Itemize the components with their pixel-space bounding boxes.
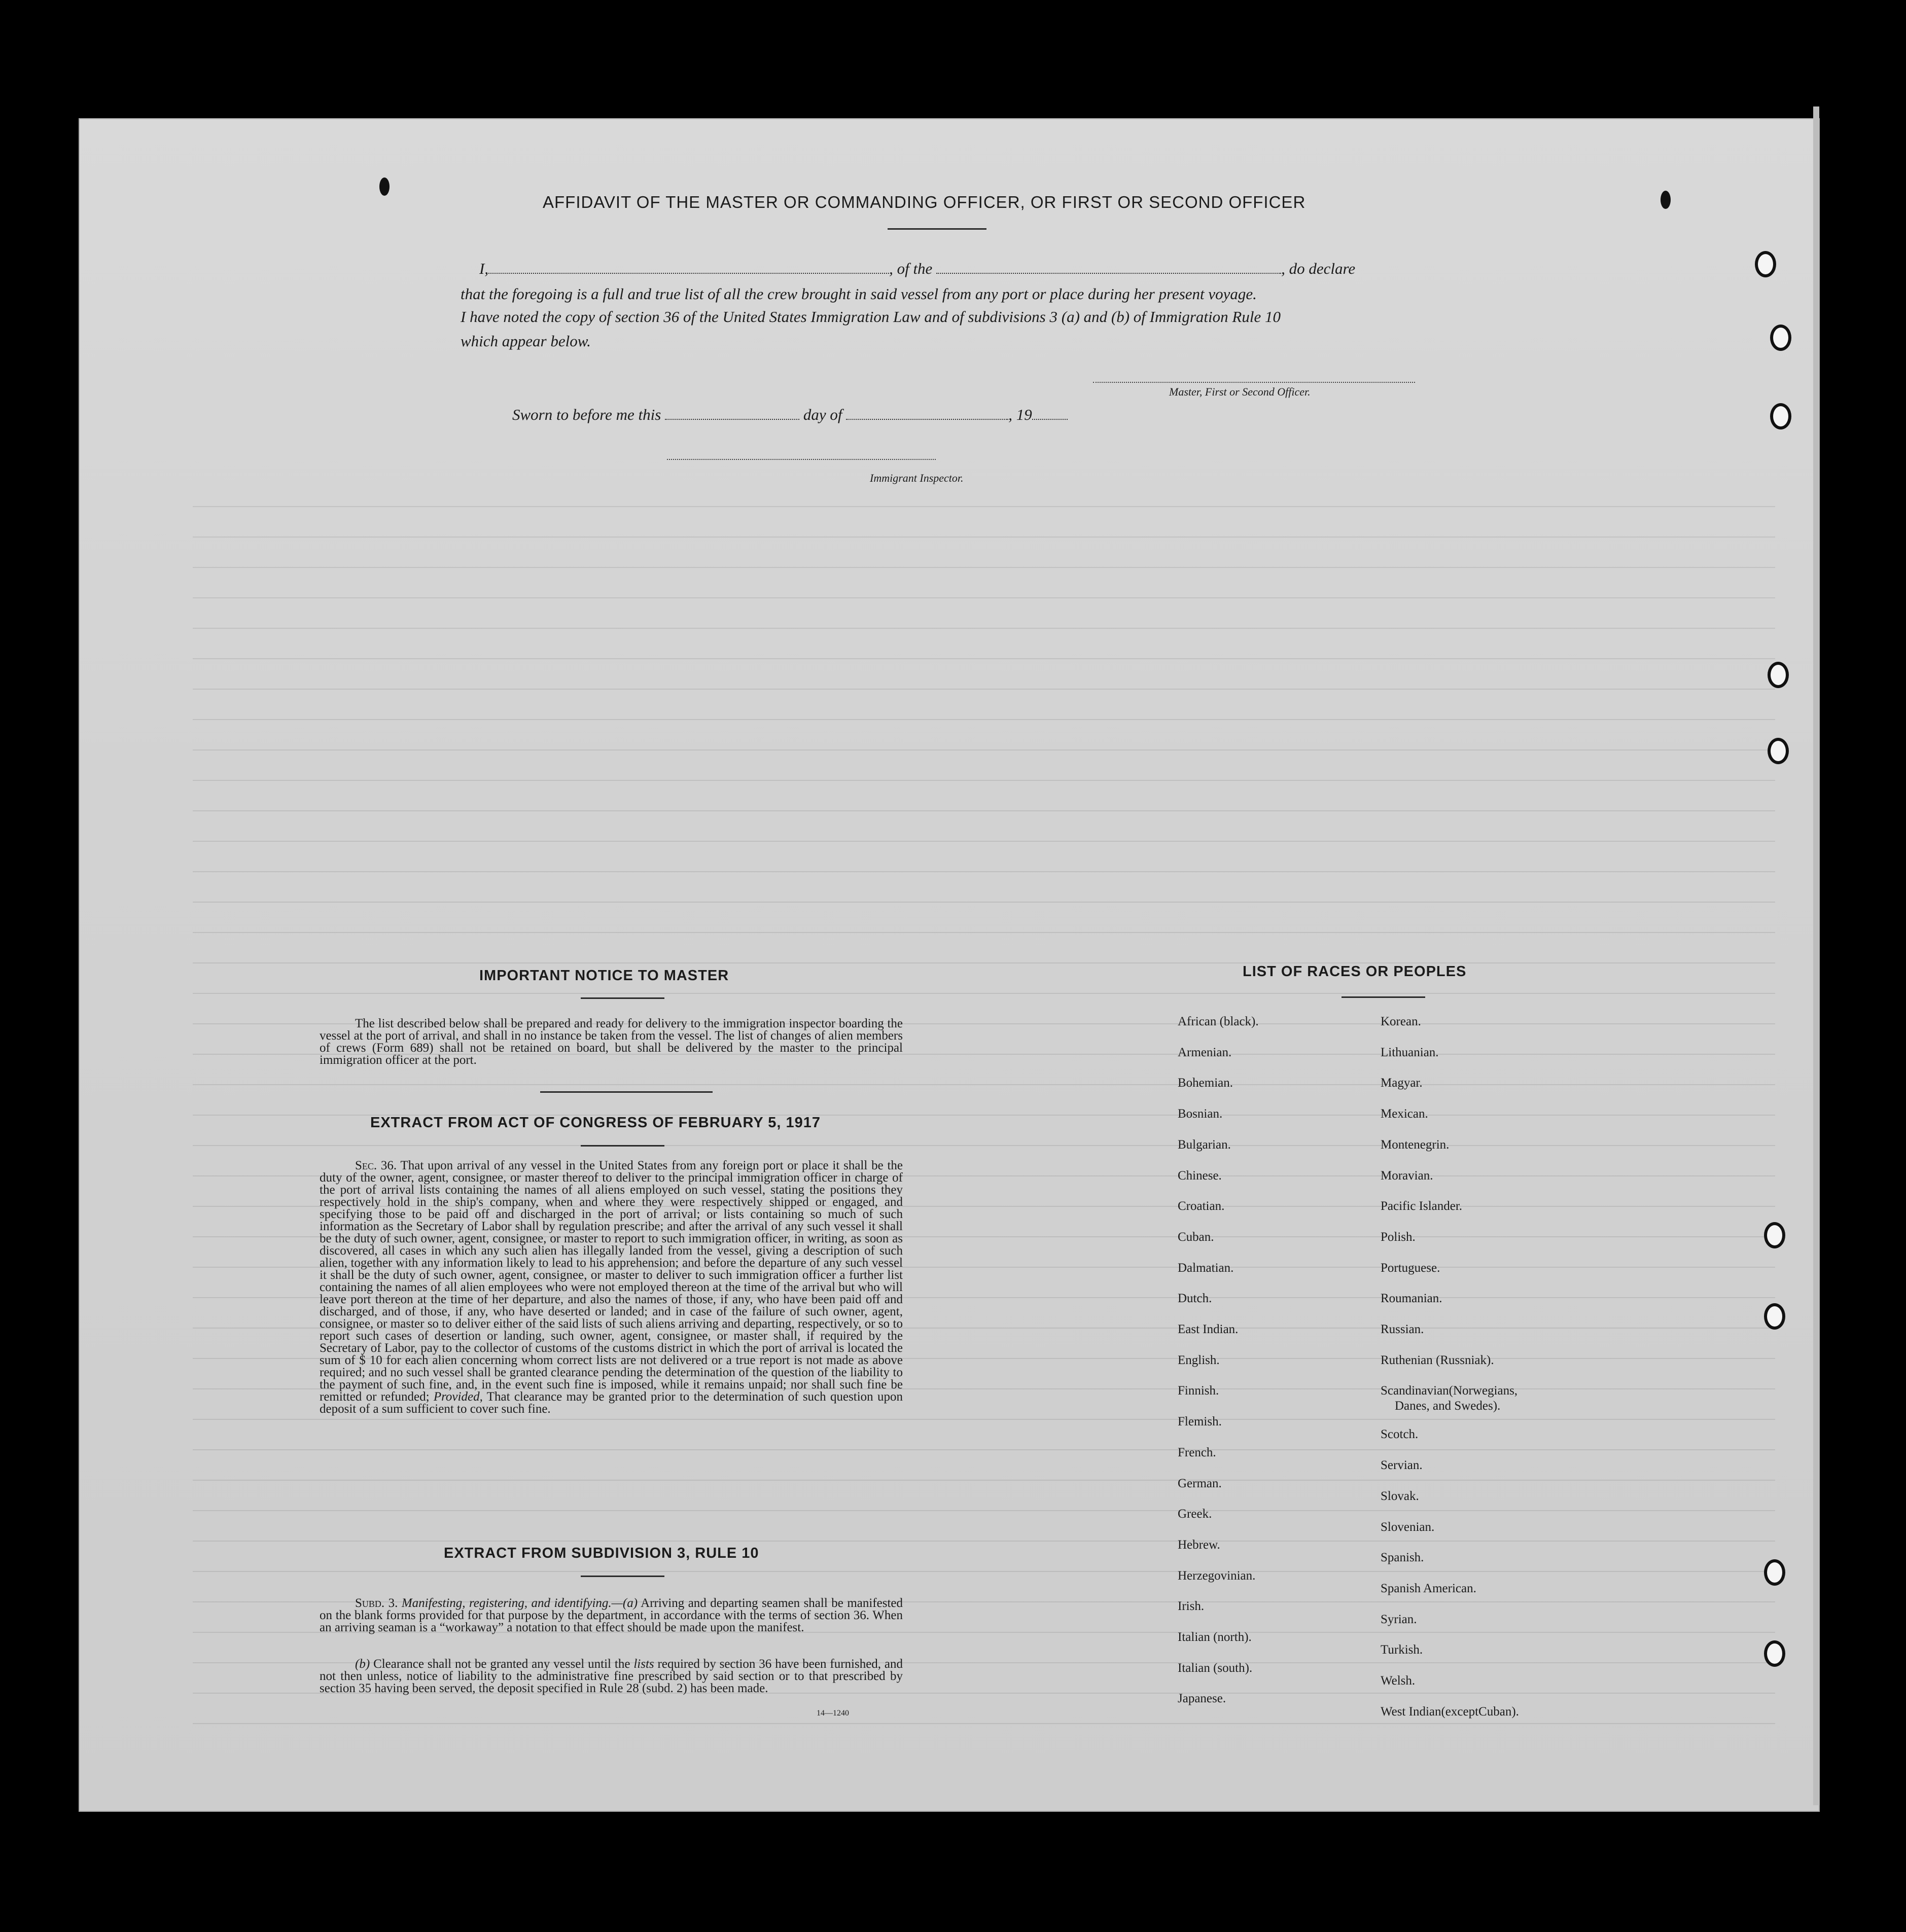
declaration-line-4: which appear below. <box>461 332 591 350</box>
race-item: Lithuanian. <box>1381 1045 1439 1059</box>
bleed-through-texture <box>193 477 1775 1744</box>
act-body: That upon arrival of any vessel in the United States from any foreign port or place it shall be the duty of the owner, agent, consignee, or master thereof to deliver to the principal immigration officer in charge of the port of arrival lists containing the names of all aliens employed on such vessel, stating the positions they respectively hold in the ship's company, when and where they were respectively shipped or engaged, and specifying those to be paid off and discharged in the port of arrival; or lists containing so much of such information as the Secretary of Labor shall by regulation prescribe; and after the arrival of any such vessel it shall be the duty of such owner, agent, consignee, or master to report to such immigration officer, in writing, as soon as discovered, all cases in which any such alien has illegally landed from the vessel, giving a description of such alien, together with any information likely to lead to his apprehension; and before the departure of any such vessel it shall be the duty of such owner, agent, consignee, or master to deliver to such immigration officer a further list containing the names of all alien employees who were not employed thereon at the time of the arrival but who will leave port thereon at the time of her departure, and also the names of those, if any, who have been paid off and discharged, and of those, if any, who have deserted or landed; and in case of the failure of such owner, agent, consignee, or master so to deliver either of the said lists of such aliens arriving and departing, respectively, or so to report such cases of desertion or landing, such owner, agent, consignee, or master shall, if required by the Secretary of Labor, pay to the collector of customs of the customs district in which the port of arrival is located the sum of $ 10 for each alien concerning whom correct lists are not delivered or a true report is not made as above required; and no such vessel shall be granted clearance pending the determination of the question of the liability to the payment of such fine, and, in the event such fine is imposed, while it remains unpaid; nor shall such fine be remitted or refunded; <box>320 1159 903 1404</box>
rule-text-b-2: required by section 36 have been furnished, and not then unless, notice of liability to the administrative fine prescribed by said section or to that prescribed by section 35 having been served, the deposit specified in Rule 28 (subd. 2) has been made. <box>320 1657 903 1695</box>
race-item: Cuban. <box>1178 1230 1214 1244</box>
race-item: Roumanian. <box>1381 1292 1442 1306</box>
punch-hole <box>1764 1559 1785 1586</box>
race-item: Servian. <box>1381 1458 1423 1473</box>
year-label: , 19 <box>1008 406 1032 423</box>
race-item: Ruthenian (Russniak). <box>1381 1353 1494 1367</box>
rule-subd-heading: Manifesting, registering, and identifying.—(a) <box>401 1596 638 1610</box>
race-item: Bohemian. <box>1178 1076 1233 1090</box>
declaration-line-2: that the foregoing is a full and true list of all the crew brought in said vessel from any port or place during her present voyage. <box>461 285 1257 303</box>
race-item: Scotch. <box>1381 1427 1419 1442</box>
race-item: Portuguese. <box>1381 1261 1440 1275</box>
race-item: Welsh. <box>1381 1674 1416 1688</box>
punch-hole <box>1764 1640 1785 1667</box>
race-item: Herzegovinian. <box>1178 1568 1256 1583</box>
race-item: Hebrew. <box>1178 1537 1220 1552</box>
race-item: Syrian. <box>1381 1612 1417 1626</box>
rule-rule <box>581 1576 664 1577</box>
year-field[interactable] <box>1032 419 1068 420</box>
race-item: Scandinavian(Norwegians, <box>1381 1384 1518 1398</box>
form-number: 14—1240 <box>817 1709 849 1718</box>
rule-b-label: (b) <box>355 1657 370 1671</box>
races-title: LIST OF RACES OR PEOPLES <box>1243 963 1467 980</box>
race-item: Dutch. <box>1178 1292 1212 1306</box>
race-item: French. <box>1178 1445 1216 1459</box>
rule-subd-label: Subd. 3. <box>355 1596 398 1610</box>
affidavit-title: AFFIDAVIT OF THE MASTER OR COMMANDING OFFICER, OR FIRST OR SECOND OFFICER <box>543 193 1306 211</box>
act-proviso: That clearance may be granted prior to the determination of such question upon deposit of a sum sufficient to cover such fine. <box>320 1390 903 1416</box>
race-item: African (black). <box>1178 1015 1259 1028</box>
race-item: Korean. <box>1381 1015 1421 1028</box>
race-item: Croatian. <box>1178 1199 1225 1213</box>
rule-lists-word: lists <box>633 1657 654 1671</box>
punch-hole <box>1768 662 1789 688</box>
notice-body: The list described below shall be prepared and ready for delivery to the immigration inspector boarding the vessel at the port of arrival, and shall in no instance be taken from the vessel. The list of changes of alien members of crews (Form 689) shall not be retained on board, but shall be delivered by the master to the principal immigration officer at the port. <box>320 1017 903 1067</box>
punch-hole <box>1764 1303 1785 1330</box>
punch-hole <box>1768 738 1789 764</box>
race-item: Italian (north). <box>1178 1630 1252 1644</box>
race-item: Japanese. <box>1178 1692 1226 1706</box>
race-item: Bosnian. <box>1178 1107 1223 1121</box>
punch-hole <box>1764 1222 1785 1248</box>
rule-text-a-body: Arriving and departing seamen shall be manifested on the blank forms provided for that purpose by the department, in accordance with the terms of section 36. When an arriving seaman is a “workaway” a notation to that effect should be made upon the manifest. <box>320 1596 903 1634</box>
race-item: Russian. <box>1381 1322 1424 1337</box>
title-rule <box>888 228 986 230</box>
act-proviso-label: Provided, <box>433 1390 483 1404</box>
day-field[interactable] <box>665 419 799 420</box>
rule-text-b-1: Clearance shall not be granted any vessel until the <box>373 1657 630 1671</box>
races-column-2 <box>1381 1007 1519 1727</box>
race-item: Danes, and Swedes). <box>1395 1399 1501 1413</box>
of-the-label: , of the <box>889 260 933 277</box>
rule-title: EXTRACT FROM SUBDIVISION 3, RULE 10 <box>444 1545 759 1561</box>
race-item: Dalmatian. <box>1178 1261 1234 1275</box>
declaration-line-3: I have noted the copy of section 36 of the United States Immigration Law and of subdivisions 3 (a) and (b) of Immigration Rule 10 <box>461 308 1281 326</box>
punch-hole <box>1770 403 1791 430</box>
sworn-line <box>512 406 1068 424</box>
race-item: Moravian. <box>1381 1168 1433 1183</box>
races-rule <box>1342 996 1425 998</box>
rule-text-b <box>320 1658 903 1695</box>
inspector-caption: Immigrant Inspector. <box>870 472 964 484</box>
day-of-label: day of <box>803 406 842 423</box>
race-item: Mexican. <box>1381 1107 1428 1121</box>
race-item: Spanish American. <box>1381 1581 1476 1595</box>
race-item: Armenian. <box>1178 1045 1232 1059</box>
race-item: Chinese. <box>1178 1168 1222 1183</box>
race-item: Pacific Islander. <box>1381 1199 1463 1213</box>
notice-title: IMPORTANT NOTICE TO MASTER <box>479 968 729 984</box>
notice-end-rule <box>540 1091 713 1093</box>
punch-mark <box>1661 191 1671 209</box>
punch-mark <box>379 177 390 196</box>
race-item: Slovak. <box>1381 1489 1419 1503</box>
vessel-field[interactable] <box>936 273 1281 274</box>
declaration-line-1 <box>479 260 1355 278</box>
race-item: Finnish. <box>1178 1384 1219 1398</box>
race-item: Italian (south). <box>1178 1661 1253 1675</box>
race-item: Greek. <box>1178 1507 1212 1521</box>
punch-hole <box>1770 325 1791 351</box>
act-text <box>320 1160 903 1415</box>
do-declare-label: , do declare <box>1281 260 1356 277</box>
race-item: East Indian. <box>1178 1322 1239 1337</box>
notice-text <box>320 1018 903 1066</box>
races-column-1 <box>1178 1007 1259 1714</box>
i-label: I, <box>479 260 489 277</box>
race-item: Bulgarian. <box>1178 1137 1231 1152</box>
race-item: Magyar. <box>1381 1076 1423 1090</box>
race-item: Turkish. <box>1381 1643 1423 1657</box>
act-title: EXTRACT FROM ACT OF CONGRESS OF FEBRUARY 5, 1917 <box>370 1115 821 1131</box>
name-field[interactable] <box>488 273 889 274</box>
master-caption: Master, First or Second Officer. <box>1169 385 1311 398</box>
punch-hole <box>1755 251 1776 277</box>
act-sec-label: Sec. 36. <box>355 1159 397 1172</box>
race-item: Polish. <box>1381 1230 1416 1244</box>
race-item: Spanish. <box>1381 1551 1424 1565</box>
sheet-edge <box>1813 106 1819 1805</box>
month-field[interactable] <box>846 419 1008 420</box>
notice-rule <box>581 997 664 999</box>
act-rule <box>581 1145 664 1147</box>
race-item: Montenegrin. <box>1381 1137 1450 1152</box>
race-item: English. <box>1178 1353 1220 1367</box>
rule-text-a <box>320 1597 903 1634</box>
master-signature-line[interactable] <box>1093 382 1415 383</box>
inspector-signature-line[interactable] <box>667 459 936 460</box>
race-item: Irish. <box>1178 1599 1205 1614</box>
sworn-label: Sworn to before me this <box>512 406 661 423</box>
race-item: German. <box>1178 1476 1222 1490</box>
race-item: Flemish. <box>1178 1415 1222 1429</box>
race-item: Slovenian. <box>1381 1520 1435 1534</box>
race-item: West Indian(exceptCuban). <box>1381 1704 1519 1719</box>
